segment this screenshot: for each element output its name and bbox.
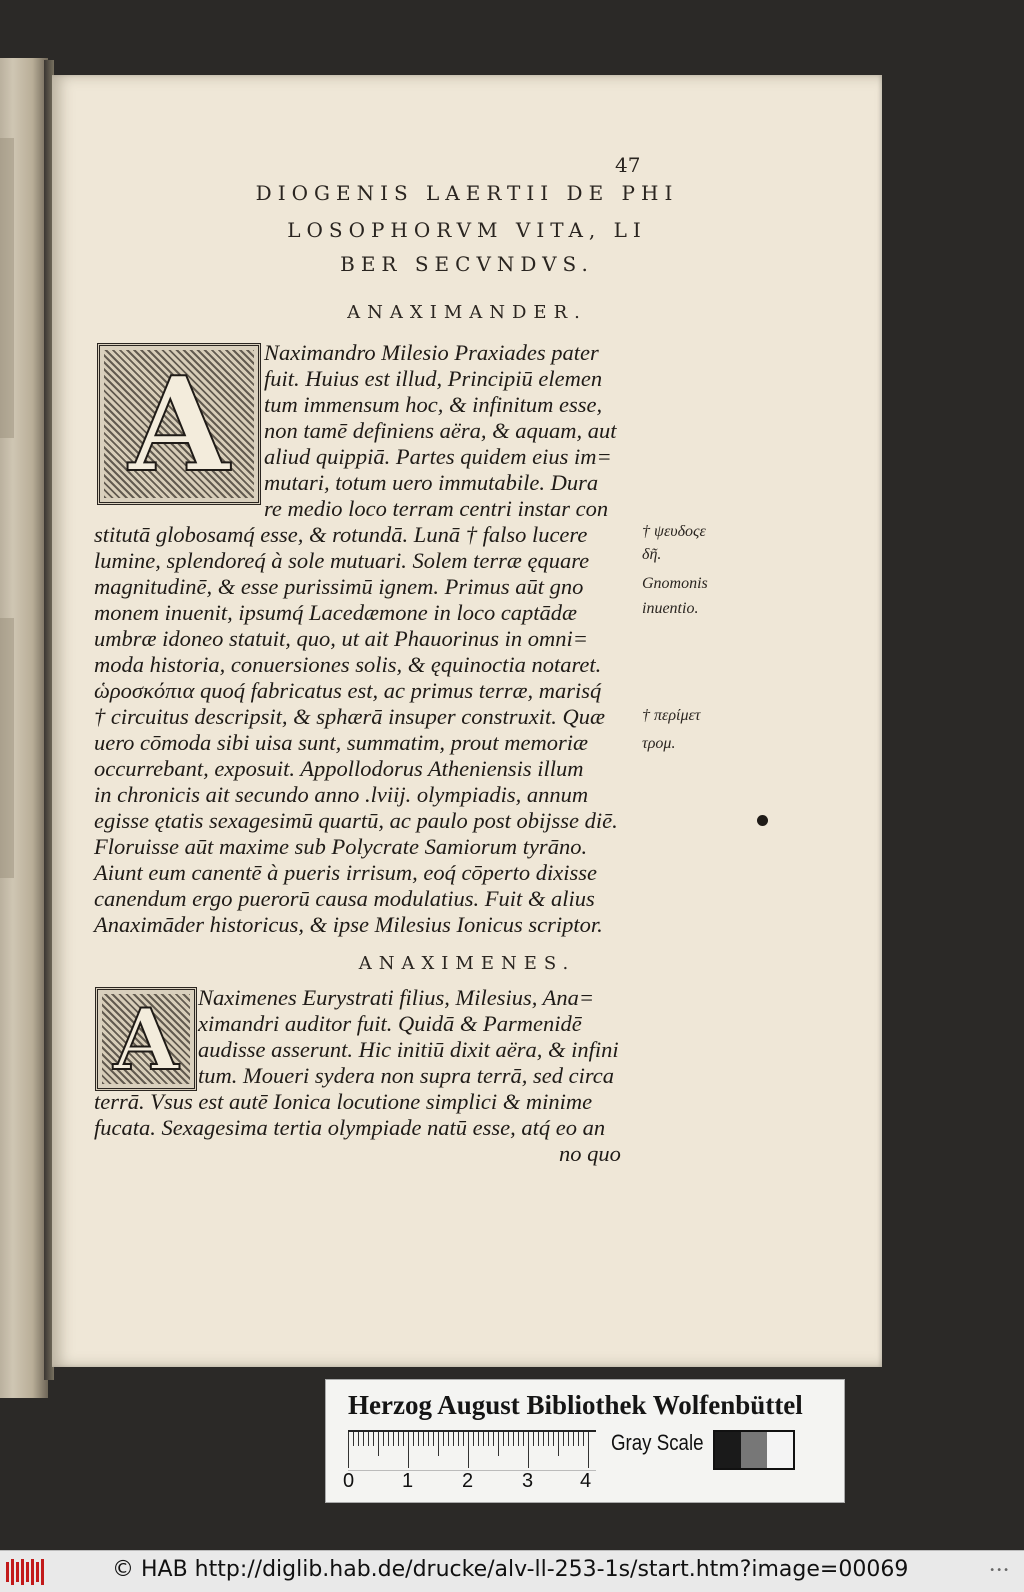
ruler-tick — [493, 1432, 494, 1446]
text-line: lumine, splendoreq́ à sole mutuari. Solem terræ ęquare — [94, 548, 590, 573]
ruler-tick — [368, 1432, 369, 1446]
text-line: magnitudinē, & esse purissimū ignem. Primus aūt gno — [94, 574, 584, 599]
text-line: non tamē definiens aëra, & aquam, aut — [264, 418, 617, 443]
text-line: moda historia, conuersiones solis, & ęquinoctia notaret. — [94, 652, 602, 677]
text-line: fucata. Sexagesima tertia olympiade natū esse, atq́ eo an — [94, 1115, 606, 1140]
footer-url[interactable]: © HAB http://diglib.hab.de/drucke/alv-ll-253-1s/start.htm?image=00069 — [112, 1557, 909, 1582]
gray-scale-swatch — [713, 1430, 795, 1470]
text-line: mutari, totum uero immutabile. Dura — [264, 470, 599, 495]
ruler-tick — [433, 1432, 434, 1446]
ruler-tick — [418, 1432, 419, 1446]
page-number: 47 — [615, 153, 641, 177]
ruler-tick — [503, 1432, 504, 1446]
text-line: fuit. Huius est illud, Principiū elemen — [264, 366, 603, 391]
margin-note: † περίμετ — [642, 707, 701, 724]
library-name: Herzog August Bibliothek Wolfenbüttel — [348, 1390, 803, 1420]
ruler-tick — [543, 1432, 544, 1446]
logo-bar — [6, 1562, 9, 1582]
text-line: stitutā globosamq́ esse, & rotundā. Lunā † falso lucere — [94, 522, 588, 547]
ruler-tick — [473, 1432, 474, 1446]
ruler-tick — [538, 1432, 539, 1446]
text-line: no quo — [559, 1141, 621, 1166]
ruler-number: 2 — [462, 1470, 474, 1492]
ruler-tick — [428, 1432, 429, 1446]
ruler-tick — [458, 1432, 459, 1446]
book-page — [52, 75, 882, 1367]
text-line: re medio loco terram centri instar con — [264, 496, 609, 521]
title-line-2: LOSOPHORVM VITA, LI — [287, 218, 647, 242]
logo-bar — [11, 1559, 14, 1585]
ruler-number: 0 — [343, 1470, 355, 1492]
text-line: occurrebant, exposuit. Appollodorus Atheniensis illum — [94, 756, 584, 781]
logo-bar — [26, 1562, 29, 1582]
ruler-tick — [413, 1432, 414, 1446]
text-line: Aiunt eum canentē à pueris irrisum, eoq́ cōperto dixisse — [94, 860, 598, 885]
ruler-tick — [358, 1432, 359, 1446]
ruler-tick — [453, 1432, 454, 1446]
logo-bar — [21, 1559, 24, 1585]
ruler-tick — [548, 1432, 549, 1446]
text-line: tum. Moueri sydera non supra terrā, sed circa — [198, 1063, 614, 1088]
ruler-tick — [363, 1432, 364, 1446]
text-line: canendum ergo puerorū causa modulatius. Fuit & alius — [94, 886, 595, 911]
ruler-tick — [558, 1432, 559, 1456]
margin-note: τρομ. — [642, 735, 676, 752]
ruler-tick — [508, 1432, 509, 1446]
text-line: in chronicis ait secundo anno .lviij. olympiadis, annum — [94, 782, 589, 807]
ruler-tick — [478, 1432, 479, 1446]
logo-bar — [16, 1562, 19, 1582]
ruler-tick — [588, 1432, 589, 1468]
decorated-initial-a — [97, 343, 261, 505]
text-line: ὡροσκόπια quoq́ fabricatus est, ac primus terræ, marisq́ — [94, 678, 602, 703]
decorated-initial-a-small — [95, 987, 197, 1091]
ruler-tick — [393, 1432, 394, 1446]
gray-swatch-mid — [741, 1432, 767, 1468]
ruler-tick — [388, 1432, 389, 1446]
text-line: umbræ idoneo statuit, quo, ut ait Phauorinus in omni= — [94, 626, 588, 651]
ruler-tick — [553, 1432, 554, 1446]
initial-letter: A — [113, 989, 179, 1089]
text-line: terrā. Vsus est autē Ionica locutione simplici & minime — [94, 1089, 593, 1114]
ruler-tick — [533, 1432, 534, 1446]
left-page-edge — [0, 58, 48, 1398]
gray-swatch-dark — [715, 1432, 741, 1468]
ruler-tick — [448, 1432, 449, 1446]
ruler-tick — [348, 1432, 349, 1468]
logo-bar — [41, 1559, 44, 1585]
text-line: ximandri auditor fuit. Quidā & Parmenidē — [198, 1011, 582, 1036]
ruler-tick — [573, 1432, 574, 1446]
gray-scale-label: Gray Scale — [611, 1430, 704, 1455]
hab-logo-icon — [6, 1559, 48, 1585]
footer-dots: ••• — [989, 1565, 1010, 1576]
ruler-tick — [373, 1432, 374, 1446]
ruler-tick — [463, 1432, 464, 1446]
text-line: † circuitus descripsit, & sphærā insuper construxit. Quæ — [94, 704, 606, 729]
section-heading-anaximenes: ANAXIMENES. — [358, 953, 576, 974]
viewer-footer — [0, 1550, 1024, 1592]
ruler-tick — [403, 1432, 404, 1446]
ruler-tick — [578, 1432, 579, 1446]
text-line: uero cōmoda sibi uisa sunt, summatim, prout memoriæ — [94, 730, 588, 755]
ruler-tick — [468, 1432, 469, 1468]
ruler-tick — [583, 1432, 584, 1446]
logo-bar — [31, 1559, 34, 1585]
margin-note: δῆ. — [642, 546, 662, 563]
ruler-number: 3 — [522, 1470, 534, 1492]
gray-swatch-light — [767, 1432, 793, 1468]
initial-letter: A — [128, 347, 230, 501]
ruler-tick — [488, 1432, 489, 1446]
logo-bar — [36, 1562, 39, 1582]
title-line-3: BER SECVNDVS. — [340, 252, 594, 276]
ruler-tick — [513, 1432, 514, 1446]
ruler-tick — [378, 1432, 379, 1456]
ruler-number: 1 — [402, 1470, 414, 1492]
ruler-tick — [568, 1432, 569, 1446]
ruler-number: 4 — [580, 1470, 592, 1492]
ruler-tick — [438, 1432, 439, 1456]
ruler-tick — [483, 1432, 484, 1446]
ruler-tick — [423, 1432, 424, 1446]
text-line: tum immensum hoc, & infinitum esse, — [264, 392, 603, 417]
text-line: egisse ętatis sexagesimū quartū, ac paulo post obijsse diē. — [94, 808, 618, 833]
ruler-tick — [498, 1432, 499, 1456]
text-line: Naximandro Milesio Praxiades pater — [264, 340, 599, 365]
text-line: Anaximāder historicus, & ipse Milesius Ionicus scriptor. — [94, 912, 603, 937]
text-line: audisse asserunt. Hic initiū dixit aëra, & infini — [198, 1037, 619, 1062]
section-heading-anaximander: ANAXIMANDER. — [347, 302, 587, 323]
text-line: aliud quippiā. Partes quidem eius im= — [264, 444, 612, 469]
text-line: Naximenes Eurystrati filius, Milesius, Ana= — [198, 985, 595, 1010]
ruler-tick — [563, 1432, 564, 1446]
title-line-1: DIOGENIS LAERTII DE PHI — [255, 181, 679, 205]
ruler-tick — [528, 1432, 529, 1468]
text-line: Floruisse aūt maxime sub Polycrate Samiorum tyrāno. — [94, 834, 588, 859]
margin-note: inuentio. — [642, 600, 699, 617]
color-scale-card — [325, 1379, 845, 1503]
ruler-tick — [383, 1432, 384, 1446]
ruler — [348, 1430, 596, 1471]
ruler-tick — [443, 1432, 444, 1446]
margin-note: † ψευδοςε — [642, 523, 706, 540]
ruler-tick — [353, 1432, 354, 1446]
ruler-tick — [398, 1432, 399, 1446]
ruler-tick — [523, 1432, 524, 1446]
ruler-tick — [518, 1432, 519, 1446]
margin-note: Gnomonis — [642, 575, 708, 592]
ruler-tick — [408, 1432, 409, 1468]
text-line: monem inuenit, ipsumq́ Lacedæmone in loco captādæ — [94, 600, 578, 625]
ink-spot — [757, 815, 768, 826]
